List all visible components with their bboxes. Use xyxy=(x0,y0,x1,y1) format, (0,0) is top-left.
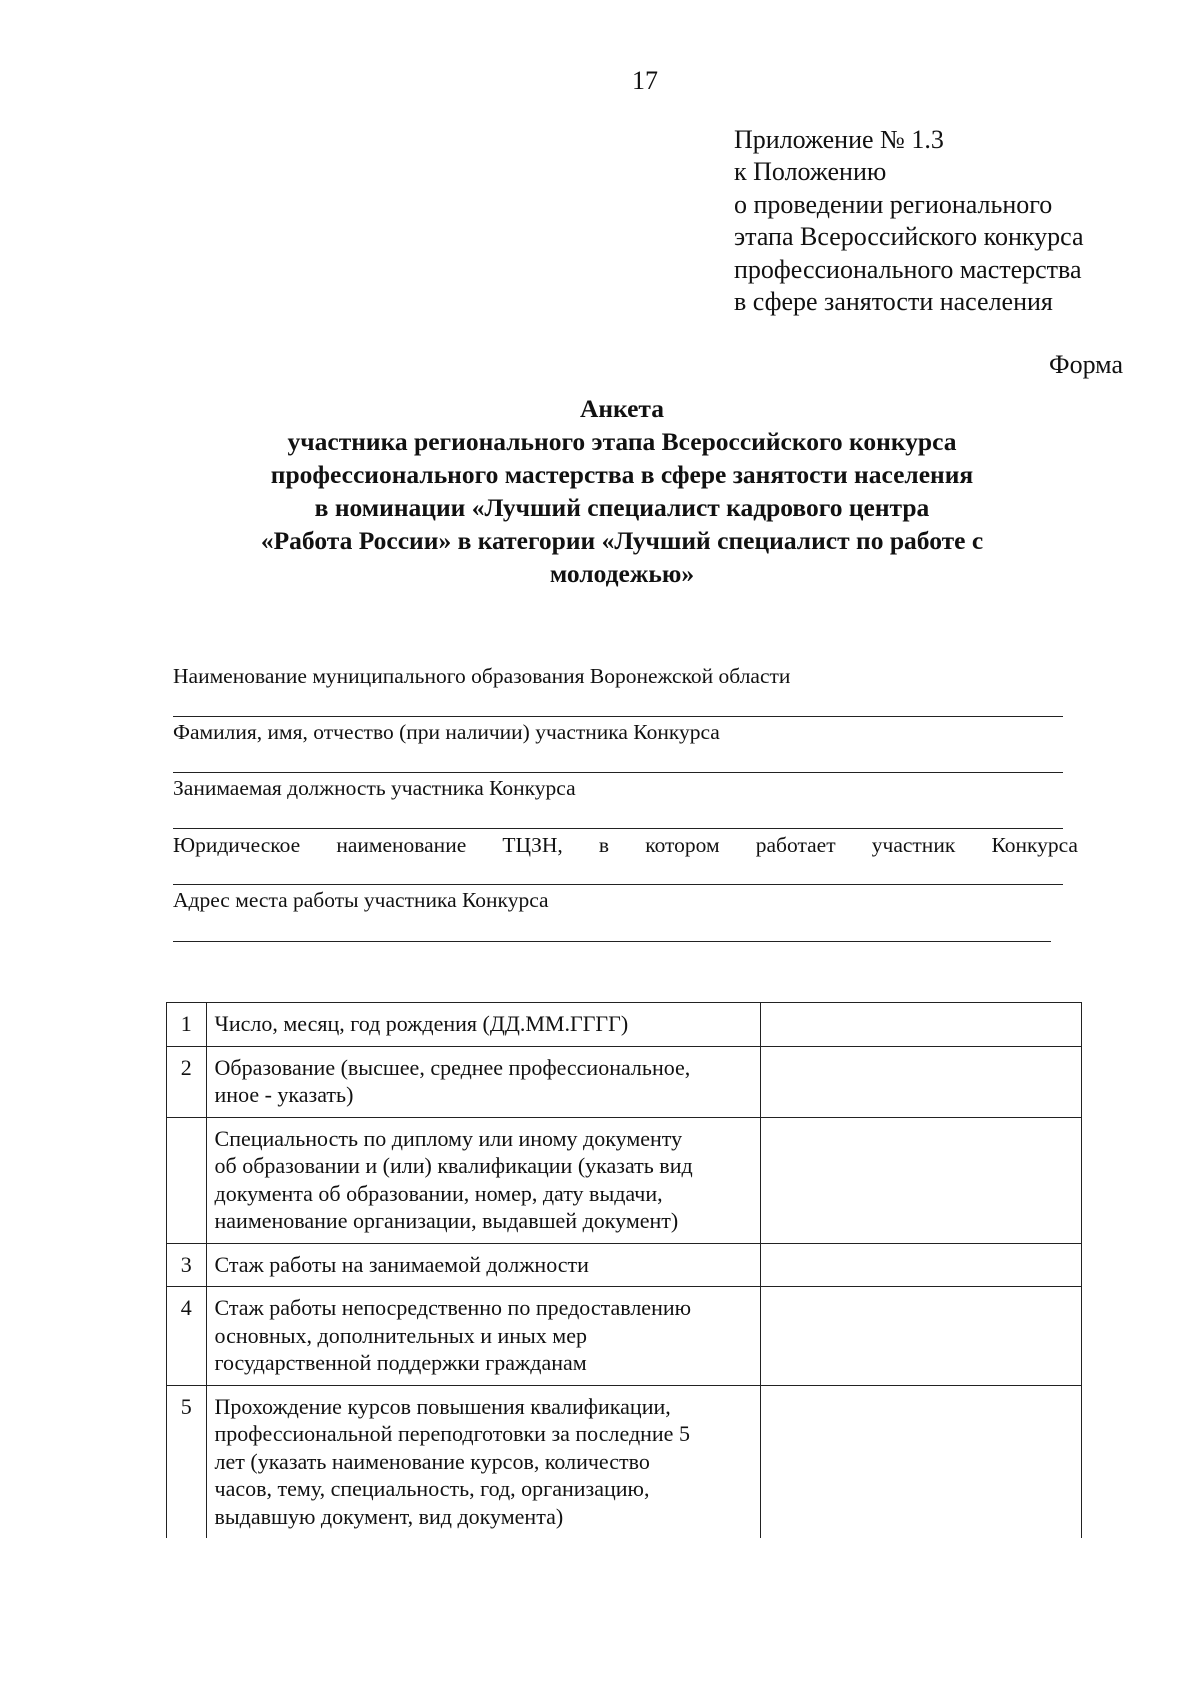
participant-info-table xyxy=(166,1002,1082,1538)
title-line: в номинации «Лучший специалист кадрового центра xyxy=(314,493,930,522)
description-line: Специальность по диплому или иному документу xyxy=(214,1125,683,1151)
description-line: документа об образовании, номер, дату выдачи, xyxy=(214,1180,663,1206)
full-name-field[interactable] xyxy=(173,720,1063,745)
legal-name-word: участник xyxy=(871,833,956,857)
title-line: участника регионального этапа Всероссийского конкурса xyxy=(287,427,957,456)
row-description xyxy=(206,1003,760,1047)
description-line: Прохождение курсов повышения квалификации, xyxy=(214,1393,671,1419)
appendix-line: в сфере занятости населения xyxy=(734,287,1053,317)
row-value-cell[interactable] xyxy=(760,1003,1081,1047)
description-line: наименование организации, выдавшей документ) xyxy=(214,1208,679,1233)
description-line: Стаж работы на занимаемой должности xyxy=(214,1251,589,1277)
row-number: 1 xyxy=(167,1003,207,1047)
description-line: об образовании и (или) квалификации (указать вид xyxy=(214,1153,693,1178)
title-line: «Работа России» в категории «Лучший специалист по работе с xyxy=(260,526,984,555)
legal-name-word: котором xyxy=(645,833,720,857)
row-value-cell[interactable] xyxy=(760,1243,1081,1287)
appendix-header xyxy=(734,124,1084,318)
legal-name-field[interactable] xyxy=(173,833,1078,858)
legal-name-word: ТЦЗН, xyxy=(502,833,563,857)
position-label: Занимаемая должность участника Конкурса xyxy=(173,776,576,800)
description-line: государственной поддержки гражданам xyxy=(214,1350,587,1375)
appendix-line: о проведении регионального xyxy=(734,189,1053,219)
row-value-cell[interactable] xyxy=(760,1385,1081,1538)
legal-name-word: Юридическое xyxy=(173,833,301,857)
row-description xyxy=(206,1385,760,1538)
row-value-cell[interactable] xyxy=(760,1046,1081,1117)
table-row xyxy=(167,1243,1082,1287)
legal-name-word: в xyxy=(598,833,610,857)
legal-name-word: Конкурса xyxy=(991,833,1078,857)
description-line: профессиональной переподготовки за последние 5 xyxy=(214,1421,690,1446)
appendix-line: профессионального мастерства xyxy=(734,254,1082,284)
description-line: иное - указать) xyxy=(214,1082,354,1107)
work-address-field[interactable] xyxy=(173,888,1063,913)
row-number: 4 xyxy=(167,1287,207,1386)
row-description xyxy=(206,1243,760,1287)
row-number: 5 xyxy=(167,1385,207,1538)
form-label: Форма xyxy=(1049,350,1123,379)
description-line: Стаж работы непосредственно по предоставлению xyxy=(214,1295,692,1320)
appendix-line: Приложение № 1.3 xyxy=(734,125,944,154)
row-value-cell[interactable] xyxy=(760,1287,1081,1386)
municipality-label: Наименование муниципального образования Воронежской области xyxy=(173,664,791,688)
municipality-input-line[interactable] xyxy=(173,716,1063,717)
municipality-field[interactable] xyxy=(173,664,1063,689)
row-description xyxy=(206,1117,760,1243)
table-row xyxy=(167,1385,1082,1538)
description-line: выдавшую документ, вид документа) xyxy=(214,1503,564,1529)
table-row xyxy=(167,1117,1082,1243)
description-line: основных, дополнительных и иных мер xyxy=(214,1322,587,1348)
description-line: Число, месяц, год рождения (ДД.ММ.ГГГГ) xyxy=(214,1011,629,1036)
legal-name-word: наименование xyxy=(336,833,467,857)
table-row xyxy=(167,1003,1082,1047)
description-line: Образование (высшее, среднее профессиональное, xyxy=(214,1054,691,1080)
table-row xyxy=(167,1046,1082,1117)
table-row xyxy=(167,1287,1082,1386)
legal-name-input-line[interactable] xyxy=(173,884,1063,885)
document-title xyxy=(172,392,1072,590)
row-number: 3 xyxy=(167,1243,207,1287)
work-address-label: Адрес места работы участника Конкурса xyxy=(173,888,549,912)
row-description xyxy=(206,1046,760,1117)
full-name-input-line[interactable] xyxy=(173,772,1063,773)
description-line: часов, тему, специальность, год, организацию, xyxy=(214,1476,650,1501)
title-line: Анкета xyxy=(579,394,665,423)
position-input-line[interactable] xyxy=(173,828,1063,829)
work-address-input-line[interactable] xyxy=(173,941,1051,942)
page-number: 17 xyxy=(632,66,658,95)
title-line: профессионального мастерства в сфере занятости населения xyxy=(270,460,974,489)
row-number: 2 xyxy=(167,1046,207,1117)
legal-name-label xyxy=(173,833,1078,858)
row-value-cell[interactable] xyxy=(760,1117,1081,1243)
appendix-line: этапа Всероссийского конкурса xyxy=(734,222,1084,252)
legal-name-word: работает xyxy=(755,833,836,857)
row-description xyxy=(206,1287,760,1386)
title-line: молодежью» xyxy=(549,559,695,588)
row-number xyxy=(167,1117,207,1243)
full-name-label: Фамилия, имя, отчество (при наличии) участника Конкурса xyxy=(173,720,720,744)
appendix-line: к Положению xyxy=(734,157,887,187)
position-field[interactable] xyxy=(173,776,1063,801)
description-line: лет (указать наименование курсов, количество xyxy=(214,1448,650,1474)
